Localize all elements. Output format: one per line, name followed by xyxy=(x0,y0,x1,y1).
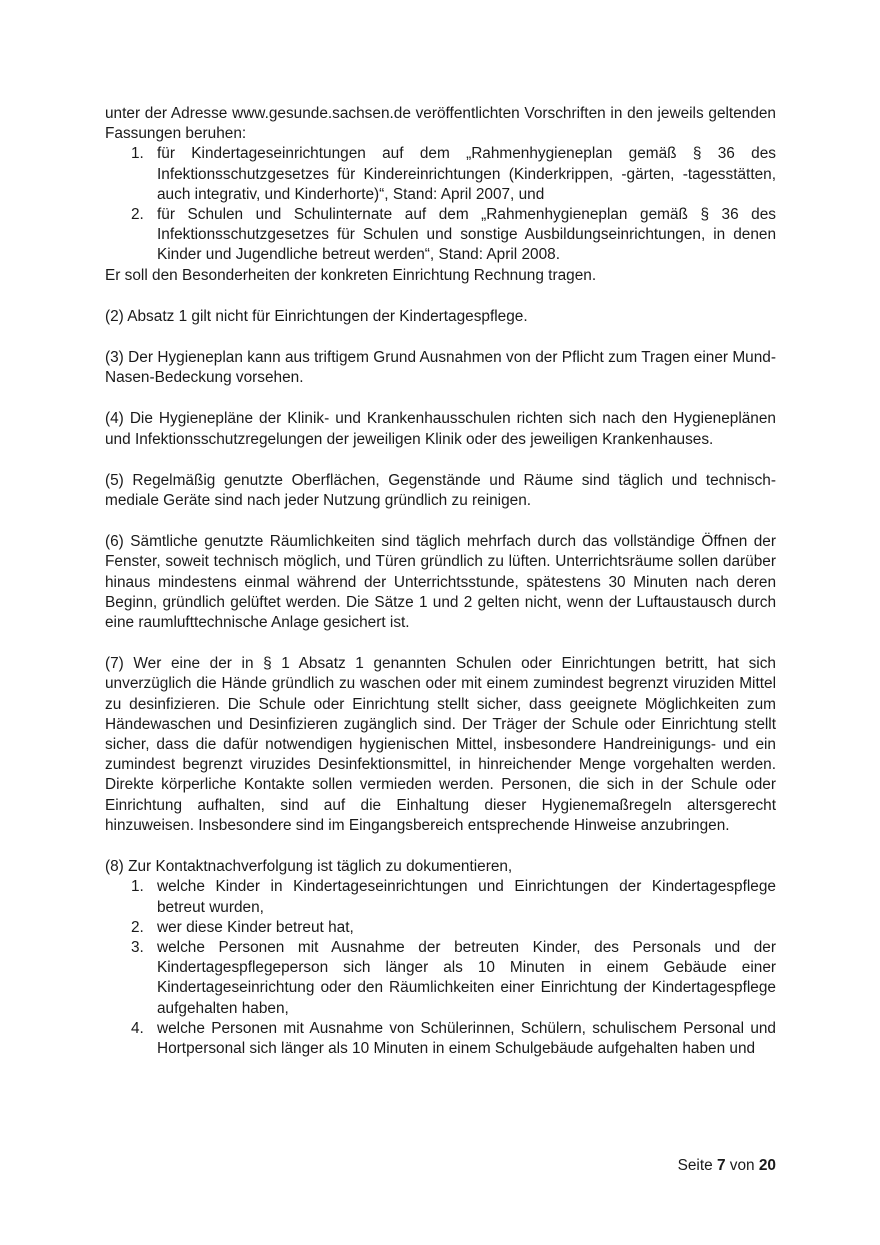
list-text: für Kindertageseinrichtungen auf dem „Rahmenhygieneplan gemäß § 36 des Infektionsschutzgesetzes für Kindereinrichtungen (Kinderkrippen, -gärten, -tagesstätten, auch integrativ, und Kinderhorte)“, Stand: April 2007, und xyxy=(157,145,776,203)
documentation-list xyxy=(105,877,776,1059)
page-prefix: Seite xyxy=(677,1157,717,1174)
list-number: 3. xyxy=(131,938,144,956)
list-number: 4. xyxy=(131,1019,144,1037)
paragraph-2: (2) Absatz 1 gilt nicht für Einrichtungen der Kindertagespflege. xyxy=(105,307,528,325)
list-item xyxy=(105,205,776,266)
list-text: für Schulen und Schulinternate auf dem „Rahmenhygieneplan gemäß § 36 des Infektionsschutzgesetzes für Schulen und sonstige Ausbildungseinrichtungen, in denen Kinder und Jugendliche betreut werden“, Stand: April 2008. xyxy=(157,206,776,264)
intro-lead: unter der Adresse www.gesunde.sachsen.de veröffentlichten Vorschriften in den jeweils geltenden Fassungen beruhen: xyxy=(105,105,776,143)
intro-list xyxy=(105,144,776,265)
list-item xyxy=(105,877,776,917)
list-item xyxy=(105,938,776,1019)
paragraph-7: (7) Wer eine der in § 1 Absatz 1 genannten Schulen oder Einrichtungen betritt, hat sich unverzüglich die Hände gründlich zu waschen oder mit einem zumindest begrenzt viruziden Mittel zu desinfizieren. Die Schule oder Einrichtung stellt sicher, dass geeignete Möglichkeiten zum Händewaschen und Desinfizieren zugänglich sind. Der Träger der Schule oder Einrichtung stellt sicher, dass die dafür notwendigen hygienischen Mittel, insbesondere Handreinigungs- und ein zumindest begrenzt viruzides Desinfektionsmittel, in hinreichender Menge vorgehalten werden. Direkte körperliche Kontakte sollen vermieden werden. Personen, die sich in der Schule oder Einrichtung aufhalten, sind auf die Einhaltung dieser Hygienemaßregeln altersgerecht hinzuweisen. Insbesondere sind im Eingangsbereich entsprechende Hinweise anzubringen. xyxy=(105,655,776,834)
paragraph-4: (4) Die Hygienepläne der Klinik- und Krankenhausschulen richten sich nach den Hygieneplänen und Infektionsschutzregelungen der jeweiligen Klinik oder des jeweiligen Krankenhauses. xyxy=(105,410,776,448)
paragraph-5: (5) Regelmäßig genutzte Oberflächen, Gegenstände und Räume sind täglich und technisch-mediale Geräte sind nach jeder Nutzung gründlich zu reinigen. xyxy=(105,471,776,510)
page-separator: von xyxy=(725,1157,759,1174)
paragraph-3: (3) Der Hygieneplan kann aus triftigem Grund Ausnahmen von der Pflicht zum Tragen einer Mund-Nasen-Bedeckung vorsehen. xyxy=(105,349,776,387)
list-number: 1. xyxy=(131,878,144,896)
document-body xyxy=(105,104,776,1059)
paragraph-6: (6) Sämtliche genutzte Räumlichkeiten sind täglich mehrfach durch das vollständige Öffnen der Fenster, soweit technisch möglich, und Türen gründlich zu lüften. Unterrichtsräume sollen darüber hinaus mindestens einmal während der Unterrichtsstunde, spätestens 30 Minuten nach deren Beginn, gründlich gelüftet werden. Die Sätze 1 und 2 gelten nicht, wenn der Luftaustausch durch eine raumlufttechnische Anlage gesichert ist. xyxy=(105,533,776,632)
list-number: 2. xyxy=(131,206,144,224)
page-total: 20 xyxy=(758,1157,776,1174)
paragraph-8-lead: (8) Zur Kontaktnachverfolgung ist täglich zu dokumentieren, xyxy=(105,858,513,876)
list-text: welche Kinder in Kindertageseinrichtungen und Einrichtungen der Kindertagespflege betreut wurden, xyxy=(157,878,776,916)
list-text: wer diese Kinder betreut hat, xyxy=(157,918,354,936)
list-text: welche Personen mit Ausnahme von Schülerinnen, Schülern, schulischem Personal und Hortpersonal sich länger als 10 Minuten in einem Schulgebäude aufgehalten haben und xyxy=(157,1019,776,1057)
list-number: 2. xyxy=(131,918,144,936)
list-text: welche Personen mit Ausnahme der betreuten Kinder, des Personals und der Kindertagespflegeperson sich länger als 10 Minuten in einem Gebäude einer Kindertageseinrichtung oder den Räumlichkeiten einer Einrichtung der Kindertagespflege aufgehalten haben, xyxy=(157,938,776,1017)
list-number: 1. xyxy=(131,145,144,163)
list-item xyxy=(105,918,776,938)
intro-closing: Er soll den Besonderheiten der konkreten Einrichtung Rechnung tragen. xyxy=(105,266,597,284)
list-item xyxy=(105,144,776,205)
list-item xyxy=(105,1019,776,1059)
page-number: 7 xyxy=(716,1157,726,1174)
page-footer xyxy=(0,1157,776,1175)
